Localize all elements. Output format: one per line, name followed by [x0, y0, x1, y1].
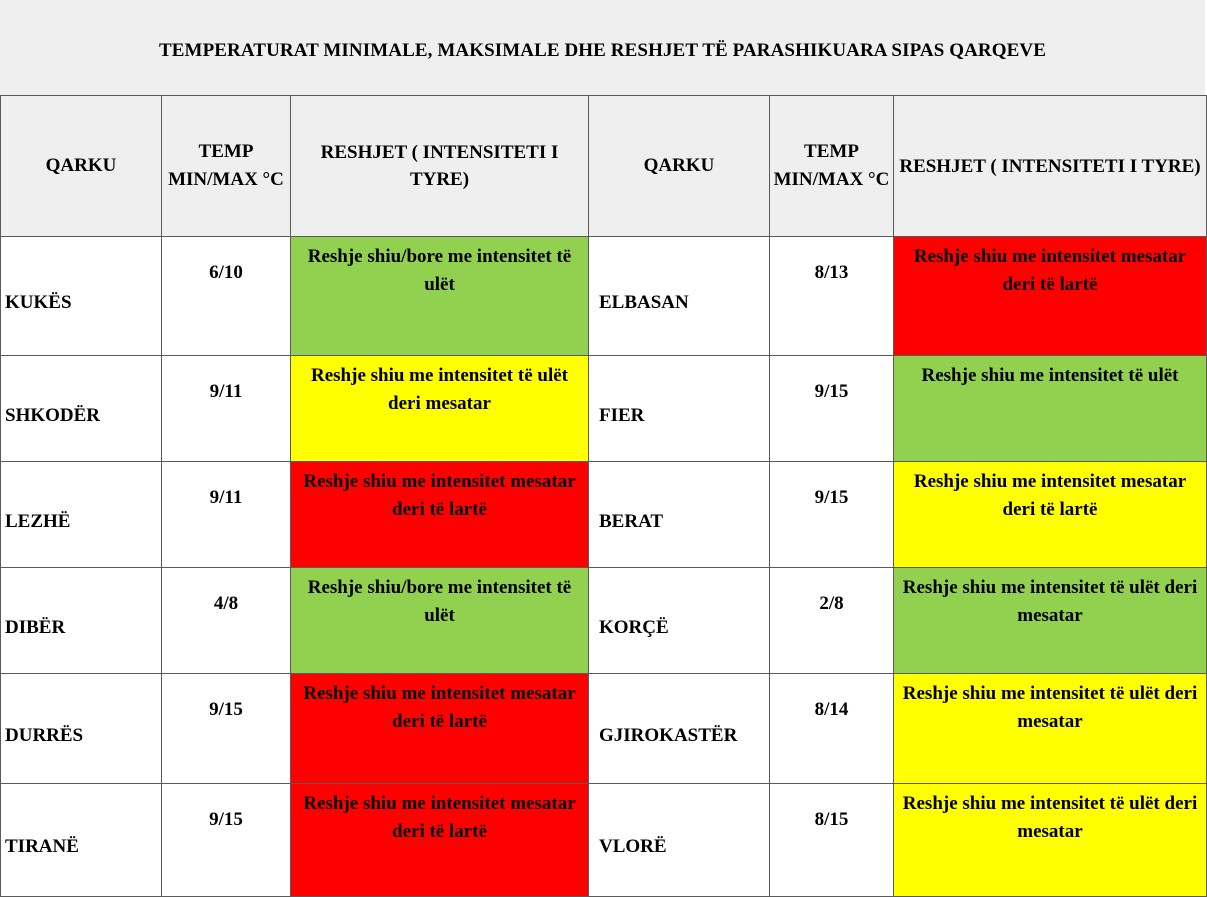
temp-range: 9/15 [162, 674, 291, 784]
region-name: BERAT [589, 462, 770, 568]
region-name: VLORË [589, 784, 770, 897]
temp-range: 2/8 [770, 568, 894, 674]
temp-range: 9/11 [162, 462, 291, 568]
rain-intensity: Reshje shiu me intensitet të ulët deri mesatar [894, 568, 1207, 674]
rain-intensity: Reshje shiu me intensitet mesatar deri të lartë [291, 462, 589, 568]
temp-range: 4/8 [162, 568, 291, 674]
region-name: KORÇË [589, 568, 770, 674]
rain-intensity: Reshje shiu me intensitet mesatar deri të lartë [291, 674, 589, 784]
region-name: TIRANË [1, 784, 162, 897]
temp-range: 8/14 [770, 674, 894, 784]
title-bar [0, 0, 1205, 96]
temp-range: 9/15 [162, 784, 291, 897]
header-rain-left: RESHJET ( INTENSITETI I TYRE) [291, 96, 589, 237]
rain-intensity: Reshje shiu me intensitet të ulët deri mesatar [894, 784, 1207, 897]
header-temp-right: TEMP MIN/MAX °C [770, 96, 894, 237]
temp-range: 9/15 [770, 356, 894, 462]
page-title: TEMPERATURAT MINIMALE, MAKSIMALE DHE RESHJET TË PARASHIKUARA SIPAS QARQEVE [159, 40, 1046, 61]
region-name: DURRËS [1, 674, 162, 784]
table-row [1, 356, 1207, 462]
table-row [1, 674, 1207, 784]
region-name: GJIROKASTËR [589, 674, 770, 784]
header-region-right: QARKU [589, 96, 770, 237]
table-row [1, 784, 1207, 897]
table-row [1, 237, 1207, 356]
rain-intensity: Reshje shiu me intensitet të ulët [894, 356, 1207, 462]
temp-range: 9/15 [770, 462, 894, 568]
temp-range: 9/11 [162, 356, 291, 462]
temp-range: 8/13 [770, 237, 894, 356]
table-row [1, 568, 1207, 674]
header-region-left: QARKU [1, 96, 162, 237]
rain-intensity: Reshje shiu me intensitet mesatar deri të lartë [291, 784, 589, 897]
header-row [1, 96, 1207, 237]
region-name: DIBËR [1, 568, 162, 674]
rain-intensity: Reshje shiu me intensitet të ulët deri mesatar [894, 674, 1207, 784]
forecast-table [0, 95, 1207, 897]
region-name: FIER [589, 356, 770, 462]
rain-intensity: Reshje shiu me intensitet mesatar deri të lartë [894, 237, 1207, 356]
rain-intensity: Reshje shiu me intensitet të ulët deri mesatar [291, 356, 589, 462]
region-name: KUKËS [1, 237, 162, 356]
rain-intensity: Reshje shiu/bore me intensitet të ulët [291, 568, 589, 674]
region-name: ELBASAN [589, 237, 770, 356]
header-rain-right: RESHJET ( INTENSITETI I TYRE) [894, 96, 1207, 237]
rain-intensity: Reshje shiu/bore me intensitet të ulët [291, 237, 589, 356]
table-row [1, 462, 1207, 568]
region-name: LEZHË [1, 462, 162, 568]
region-name: SHKODËR [1, 356, 162, 462]
rain-intensity: Reshje shiu me intensitet mesatar deri të lartë [894, 462, 1207, 568]
temp-range: 8/15 [770, 784, 894, 897]
temp-range: 6/10 [162, 237, 291, 356]
header-temp-left: TEMP MIN/MAX °C [162, 96, 291, 237]
